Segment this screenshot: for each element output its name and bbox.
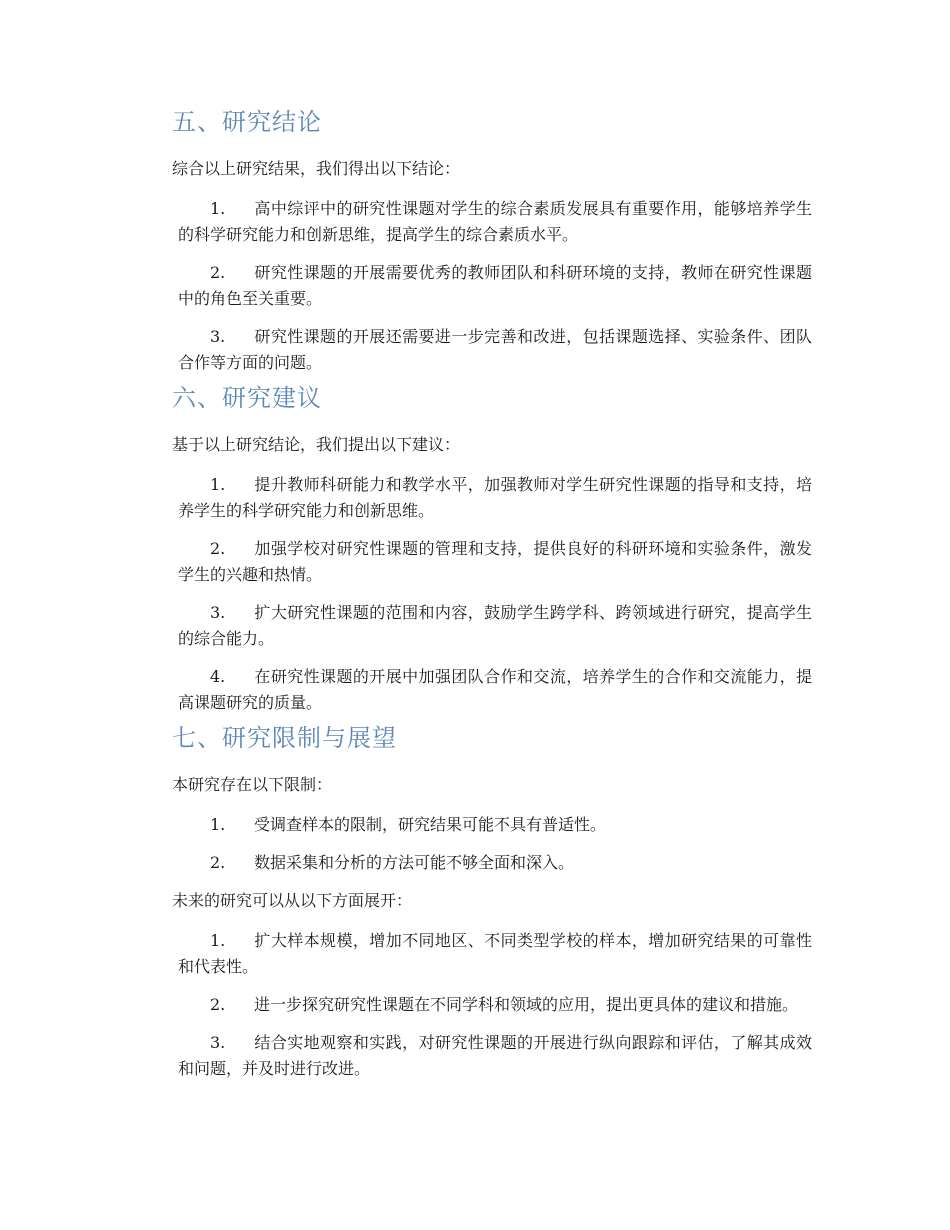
suggestions-list xyxy=(172,472,812,716)
list-item xyxy=(172,600,812,652)
list-item-number: 1. xyxy=(210,475,226,494)
list-item-number: 4. xyxy=(210,667,226,686)
section-intro: 基于以上研究结论，我们提出以下建议： xyxy=(172,435,461,454)
list-item xyxy=(172,812,812,838)
list-item-number: 2. xyxy=(210,853,226,872)
section-intro: 本研究存在以下限制： xyxy=(172,775,333,794)
list-item-number: 1. xyxy=(210,815,226,834)
list-item-number: 3. xyxy=(210,327,226,346)
list-item-text: 提升教师科研能力和教学水平，加强教师对学生研究性课题的指导和支持，培养学生的科学研究能力和创新思维。 xyxy=(178,475,812,520)
list-item xyxy=(172,850,812,876)
section-heading-conclusions: 五、研究结论 xyxy=(172,108,322,136)
list-item xyxy=(172,1030,812,1082)
list-item-number: 1. xyxy=(210,931,226,950)
list-item-number: 3. xyxy=(210,603,226,622)
list-item-text: 扩大样本规模，增加不同地区、不同类型学校的样本，增加研究结果的可靠性和代表性。 xyxy=(178,931,812,976)
list-item-number: 3. xyxy=(210,1033,226,1052)
section-intro-future: 未来的研究可以从以下方面展开： xyxy=(172,891,413,910)
list-item-text: 在研究性课题的开展中加强团队合作和交流，培养学生的合作和交流能力，提高课题研究的质量。 xyxy=(178,667,812,712)
list-item-text: 加强学校对研究性课题的管理和支持，提供良好的科研环境和实验条件，激发学生的兴趣和热情。 xyxy=(178,539,812,584)
list-item-text: 受调查样本的限制，研究结果可能不具有普适性。 xyxy=(254,815,607,834)
list-item-number: 2. xyxy=(210,263,226,282)
list-item xyxy=(172,928,812,980)
list-item-number: 2. xyxy=(210,539,226,558)
limitations-list xyxy=(172,812,812,876)
list-item xyxy=(172,664,812,716)
section-heading-limitations: 七、研究限制与展望 xyxy=(172,724,397,752)
list-item-text: 数据采集和分析的方法可能不够全面和深入。 xyxy=(254,853,575,872)
section-intro: 综合以上研究结果，我们得出以下结论： xyxy=(172,159,461,178)
list-item-text: 研究性课题的开展需要优秀的教师团队和科研环境的支持，教师在研究性课题中的角色至关重要。 xyxy=(178,263,812,308)
list-item-number: 2. xyxy=(210,995,226,1014)
list-item xyxy=(172,324,812,376)
list-item-text: 高中综评中的研究性课题对学生的综合素质发展具有重要作用，能够培养学生的科学研究能力和创新思维，提高学生的综合素质水平。 xyxy=(178,199,812,244)
list-item-text: 进一步探究研究性课题在不同学科和领域的应用，提出更具体的建议和措施。 xyxy=(254,995,799,1014)
list-item xyxy=(172,196,812,248)
conclusions-list xyxy=(172,196,812,376)
list-item-text: 扩大研究性课题的范围和内容，鼓励学生跨学科、跨领域进行研究，提高学生的综合能力。 xyxy=(178,603,812,648)
list-item-text: 研究性课题的开展还需要进一步完善和改进，包括课题选择、实验条件、团队合作等方面的问题。 xyxy=(178,327,812,372)
list-item-number: 1. xyxy=(210,199,226,218)
future-research-list xyxy=(172,928,812,1082)
list-item-text: 结合实地观察和实践，对研究性课题的开展进行纵向跟踪和评估，了解其成效和问题，并及时进行改进。 xyxy=(178,1033,812,1078)
list-item xyxy=(172,260,812,312)
document-content xyxy=(172,104,812,1082)
list-item xyxy=(172,992,812,1018)
list-item xyxy=(172,536,812,588)
section-heading-suggestions: 六、研究建议 xyxy=(172,384,322,412)
list-item xyxy=(172,472,812,524)
